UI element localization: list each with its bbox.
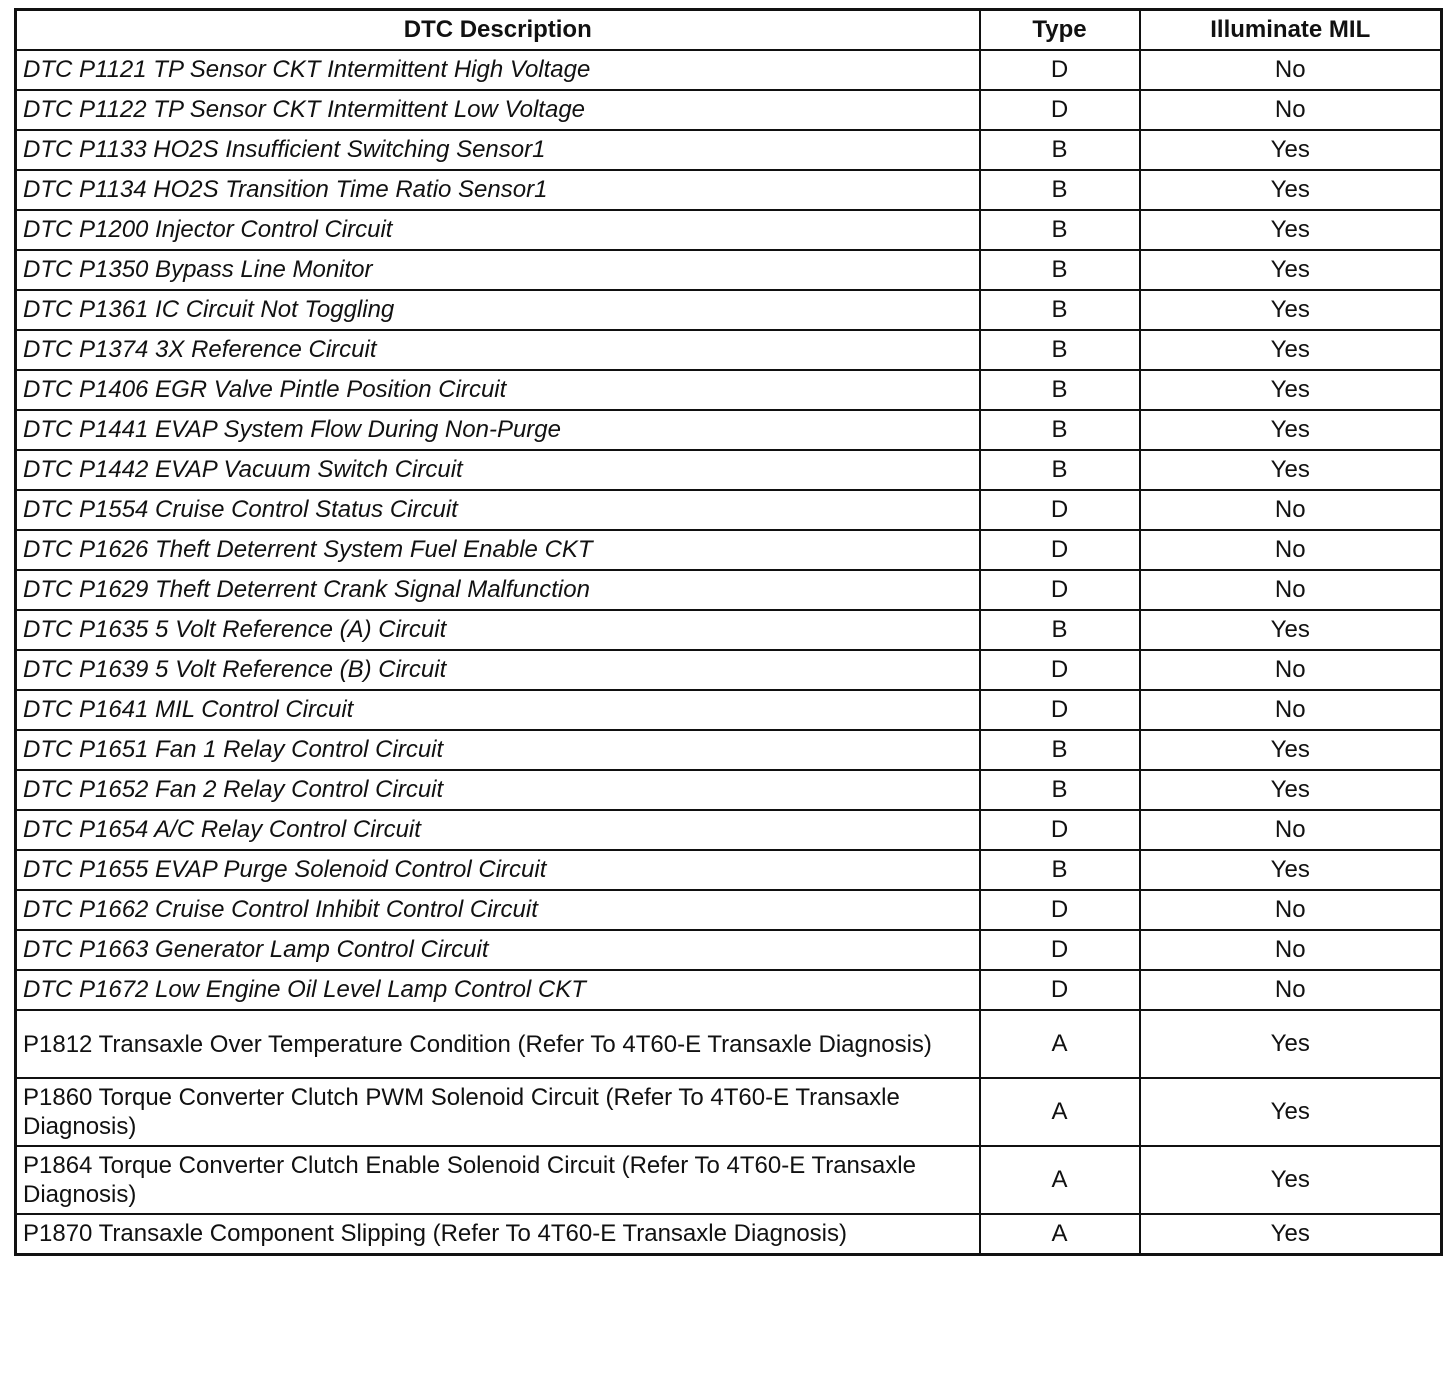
- table-row: [16, 690, 1442, 730]
- table-row: [16, 1010, 1442, 1078]
- dtc-description-cell: DTC P1629 Theft Deterrent Crank Signal Malfunction: [16, 570, 980, 610]
- dtc-type-cell: A: [980, 1214, 1140, 1255]
- header-dtc-description: DTC Description: [16, 10, 980, 51]
- dtc-description-cell: DTC P1663 Generator Lamp Control Circuit: [16, 930, 980, 970]
- illuminate-mil-cell: Yes: [1140, 770, 1442, 810]
- illuminate-mil-cell: Yes: [1140, 130, 1442, 170]
- illuminate-mil-cell: Yes: [1140, 610, 1442, 650]
- dtc-type-cell: B: [980, 170, 1140, 210]
- table-body: [16, 50, 1442, 1255]
- illuminate-mil-cell: No: [1140, 690, 1442, 730]
- dtc-type-cell: D: [980, 490, 1140, 530]
- dtc-table: [14, 8, 1443, 1256]
- dtc-description-cell: DTC P1122 TP Sensor CKT Intermittent Low Voltage: [16, 90, 980, 130]
- illuminate-mil-cell: No: [1140, 930, 1442, 970]
- dtc-type-cell: D: [980, 810, 1140, 850]
- table-row: [16, 170, 1442, 210]
- illuminate-mil-cell: Yes: [1140, 1146, 1442, 1214]
- table-row: [16, 890, 1442, 930]
- table-row: [16, 1146, 1442, 1214]
- dtc-description-cell: DTC P1121 TP Sensor CKT Intermittent High Voltage: [16, 50, 980, 90]
- table-row: [16, 610, 1442, 650]
- table-row: [16, 50, 1442, 90]
- illuminate-mil-cell: Yes: [1140, 850, 1442, 890]
- illuminate-mil-cell: Yes: [1140, 290, 1442, 330]
- illuminate-mil-cell: Yes: [1140, 1010, 1442, 1078]
- table-row: [16, 650, 1442, 690]
- dtc-description-cell: DTC P1133 HO2S Insufficient Switching Sensor1: [16, 130, 980, 170]
- dtc-description-cell: DTC P1134 HO2S Transition Time Ratio Sensor1: [16, 170, 980, 210]
- dtc-description-cell: DTC P1406 EGR Valve Pintle Position Circuit: [16, 370, 980, 410]
- dtc-description-cell: DTC P1641 MIL Control Circuit: [16, 690, 980, 730]
- dtc-type-cell: B: [980, 450, 1140, 490]
- dtc-description-cell: DTC P1200 Injector Control Circuit: [16, 210, 980, 250]
- table-row: [16, 130, 1442, 170]
- dtc-type-cell: D: [980, 90, 1140, 130]
- header-row: [16, 10, 1442, 51]
- illuminate-mil-cell: No: [1140, 50, 1442, 90]
- illuminate-mil-cell: Yes: [1140, 1078, 1442, 1146]
- dtc-description-cell: DTC P1361 IC Circuit Not Toggling: [16, 290, 980, 330]
- dtc-type-cell: A: [980, 1010, 1140, 1078]
- illuminate-mil-cell: Yes: [1140, 210, 1442, 250]
- table-row: [16, 490, 1442, 530]
- dtc-type-cell: B: [980, 850, 1140, 890]
- dtc-description-cell: DTC P1441 EVAP System Flow During Non-Purge: [16, 410, 980, 450]
- table-row: [16, 970, 1442, 1010]
- illuminate-mil-cell: No: [1140, 810, 1442, 850]
- table-row: [16, 330, 1442, 370]
- dtc-description-cell: DTC P1655 EVAP Purge Solenoid Control Circuit: [16, 850, 980, 890]
- dtc-description-cell: DTC P1654 A/C Relay Control Circuit: [16, 810, 980, 850]
- illuminate-mil-cell: No: [1140, 650, 1442, 690]
- illuminate-mil-cell: Yes: [1140, 330, 1442, 370]
- dtc-type-cell: B: [980, 130, 1140, 170]
- dtc-description-cell: DTC P1635 5 Volt Reference (A) Circuit: [16, 610, 980, 650]
- illuminate-mil-cell: Yes: [1140, 170, 1442, 210]
- illuminate-mil-cell: No: [1140, 970, 1442, 1010]
- dtc-description-cell: DTC P1442 EVAP Vacuum Switch Circuit: [16, 450, 980, 490]
- dtc-description-cell: DTC P1626 Theft Deterrent System Fuel Enable CKT: [16, 530, 980, 570]
- illuminate-mil-cell: Yes: [1140, 1214, 1442, 1255]
- dtc-description-cell: P1864 Torque Converter Clutch Enable Solenoid Circuit (Refer To 4T60-E Transaxle Diagnosis): [16, 1146, 980, 1214]
- dtc-type-cell: D: [980, 650, 1140, 690]
- table-row: [16, 810, 1442, 850]
- dtc-type-cell: D: [980, 690, 1140, 730]
- illuminate-mil-cell: No: [1140, 490, 1442, 530]
- dtc-type-cell: D: [980, 970, 1140, 1010]
- header-illuminate-mil: Illuminate MIL: [1140, 10, 1442, 51]
- table-row: [16, 770, 1442, 810]
- table-row: [16, 730, 1442, 770]
- dtc-description-cell: DTC P1662 Cruise Control Inhibit Control Circuit: [16, 890, 980, 930]
- dtc-type-cell: B: [980, 330, 1140, 370]
- illuminate-mil-cell: No: [1140, 90, 1442, 130]
- dtc-type-cell: B: [980, 770, 1140, 810]
- dtc-type-cell: B: [980, 730, 1140, 770]
- table-row: [16, 570, 1442, 610]
- dtc-type-cell: D: [980, 530, 1140, 570]
- dtc-description-cell: DTC P1639 5 Volt Reference (B) Circuit: [16, 650, 980, 690]
- dtc-type-cell: B: [980, 250, 1140, 290]
- table-row: [16, 1078, 1442, 1146]
- dtc-type-cell: B: [980, 410, 1140, 450]
- dtc-description-cell: DTC P1350 Bypass Line Monitor: [16, 250, 980, 290]
- illuminate-mil-cell: Yes: [1140, 370, 1442, 410]
- illuminate-mil-cell: Yes: [1140, 410, 1442, 450]
- dtc-type-cell: B: [980, 370, 1140, 410]
- dtc-description-cell: DTC P1374 3X Reference Circuit: [16, 330, 980, 370]
- dtc-type-cell: B: [980, 290, 1140, 330]
- table-row: [16, 1214, 1442, 1255]
- dtc-type-cell: D: [980, 50, 1140, 90]
- table-row: [16, 410, 1442, 450]
- dtc-type-cell: A: [980, 1078, 1140, 1146]
- illuminate-mil-cell: Yes: [1140, 450, 1442, 490]
- dtc-description-cell: P1812 Transaxle Over Temperature Condition (Refer To 4T60-E Transaxle Diagnosis): [16, 1010, 980, 1078]
- illuminate-mil-cell: No: [1140, 530, 1442, 570]
- dtc-description-cell: DTC P1651 Fan 1 Relay Control Circuit: [16, 730, 980, 770]
- illuminate-mil-cell: No: [1140, 890, 1442, 930]
- dtc-type-cell: D: [980, 890, 1140, 930]
- table-row: [16, 850, 1442, 890]
- dtc-description-cell: DTC P1652 Fan 2 Relay Control Circuit: [16, 770, 980, 810]
- dtc-description-cell: P1860 Torque Converter Clutch PWM Solenoid Circuit (Refer To 4T60-E Transaxle Diagnosis): [16, 1078, 980, 1146]
- table-row: [16, 210, 1442, 250]
- dtc-type-cell: B: [980, 610, 1140, 650]
- table-row: [16, 90, 1442, 130]
- dtc-type-cell: B: [980, 210, 1140, 250]
- illuminate-mil-cell: Yes: [1140, 730, 1442, 770]
- dtc-type-cell: D: [980, 570, 1140, 610]
- table-row: [16, 290, 1442, 330]
- header-type: Type: [980, 10, 1140, 51]
- dtc-description-cell: DTC P1672 Low Engine Oil Level Lamp Control CKT: [16, 970, 980, 1010]
- table-row: [16, 250, 1442, 290]
- table-row: [16, 930, 1442, 970]
- table-row: [16, 370, 1442, 410]
- dtc-description-cell: P1870 Transaxle Component Slipping (Refer To 4T60-E Transaxle Diagnosis): [16, 1214, 980, 1255]
- illuminate-mil-cell: Yes: [1140, 250, 1442, 290]
- dtc-type-cell: D: [980, 930, 1140, 970]
- dtc-type-cell: A: [980, 1146, 1140, 1214]
- dtc-description-cell: DTC P1554 Cruise Control Status Circuit: [16, 490, 980, 530]
- table-row: [16, 450, 1442, 490]
- table-row: [16, 530, 1442, 570]
- illuminate-mil-cell: No: [1140, 570, 1442, 610]
